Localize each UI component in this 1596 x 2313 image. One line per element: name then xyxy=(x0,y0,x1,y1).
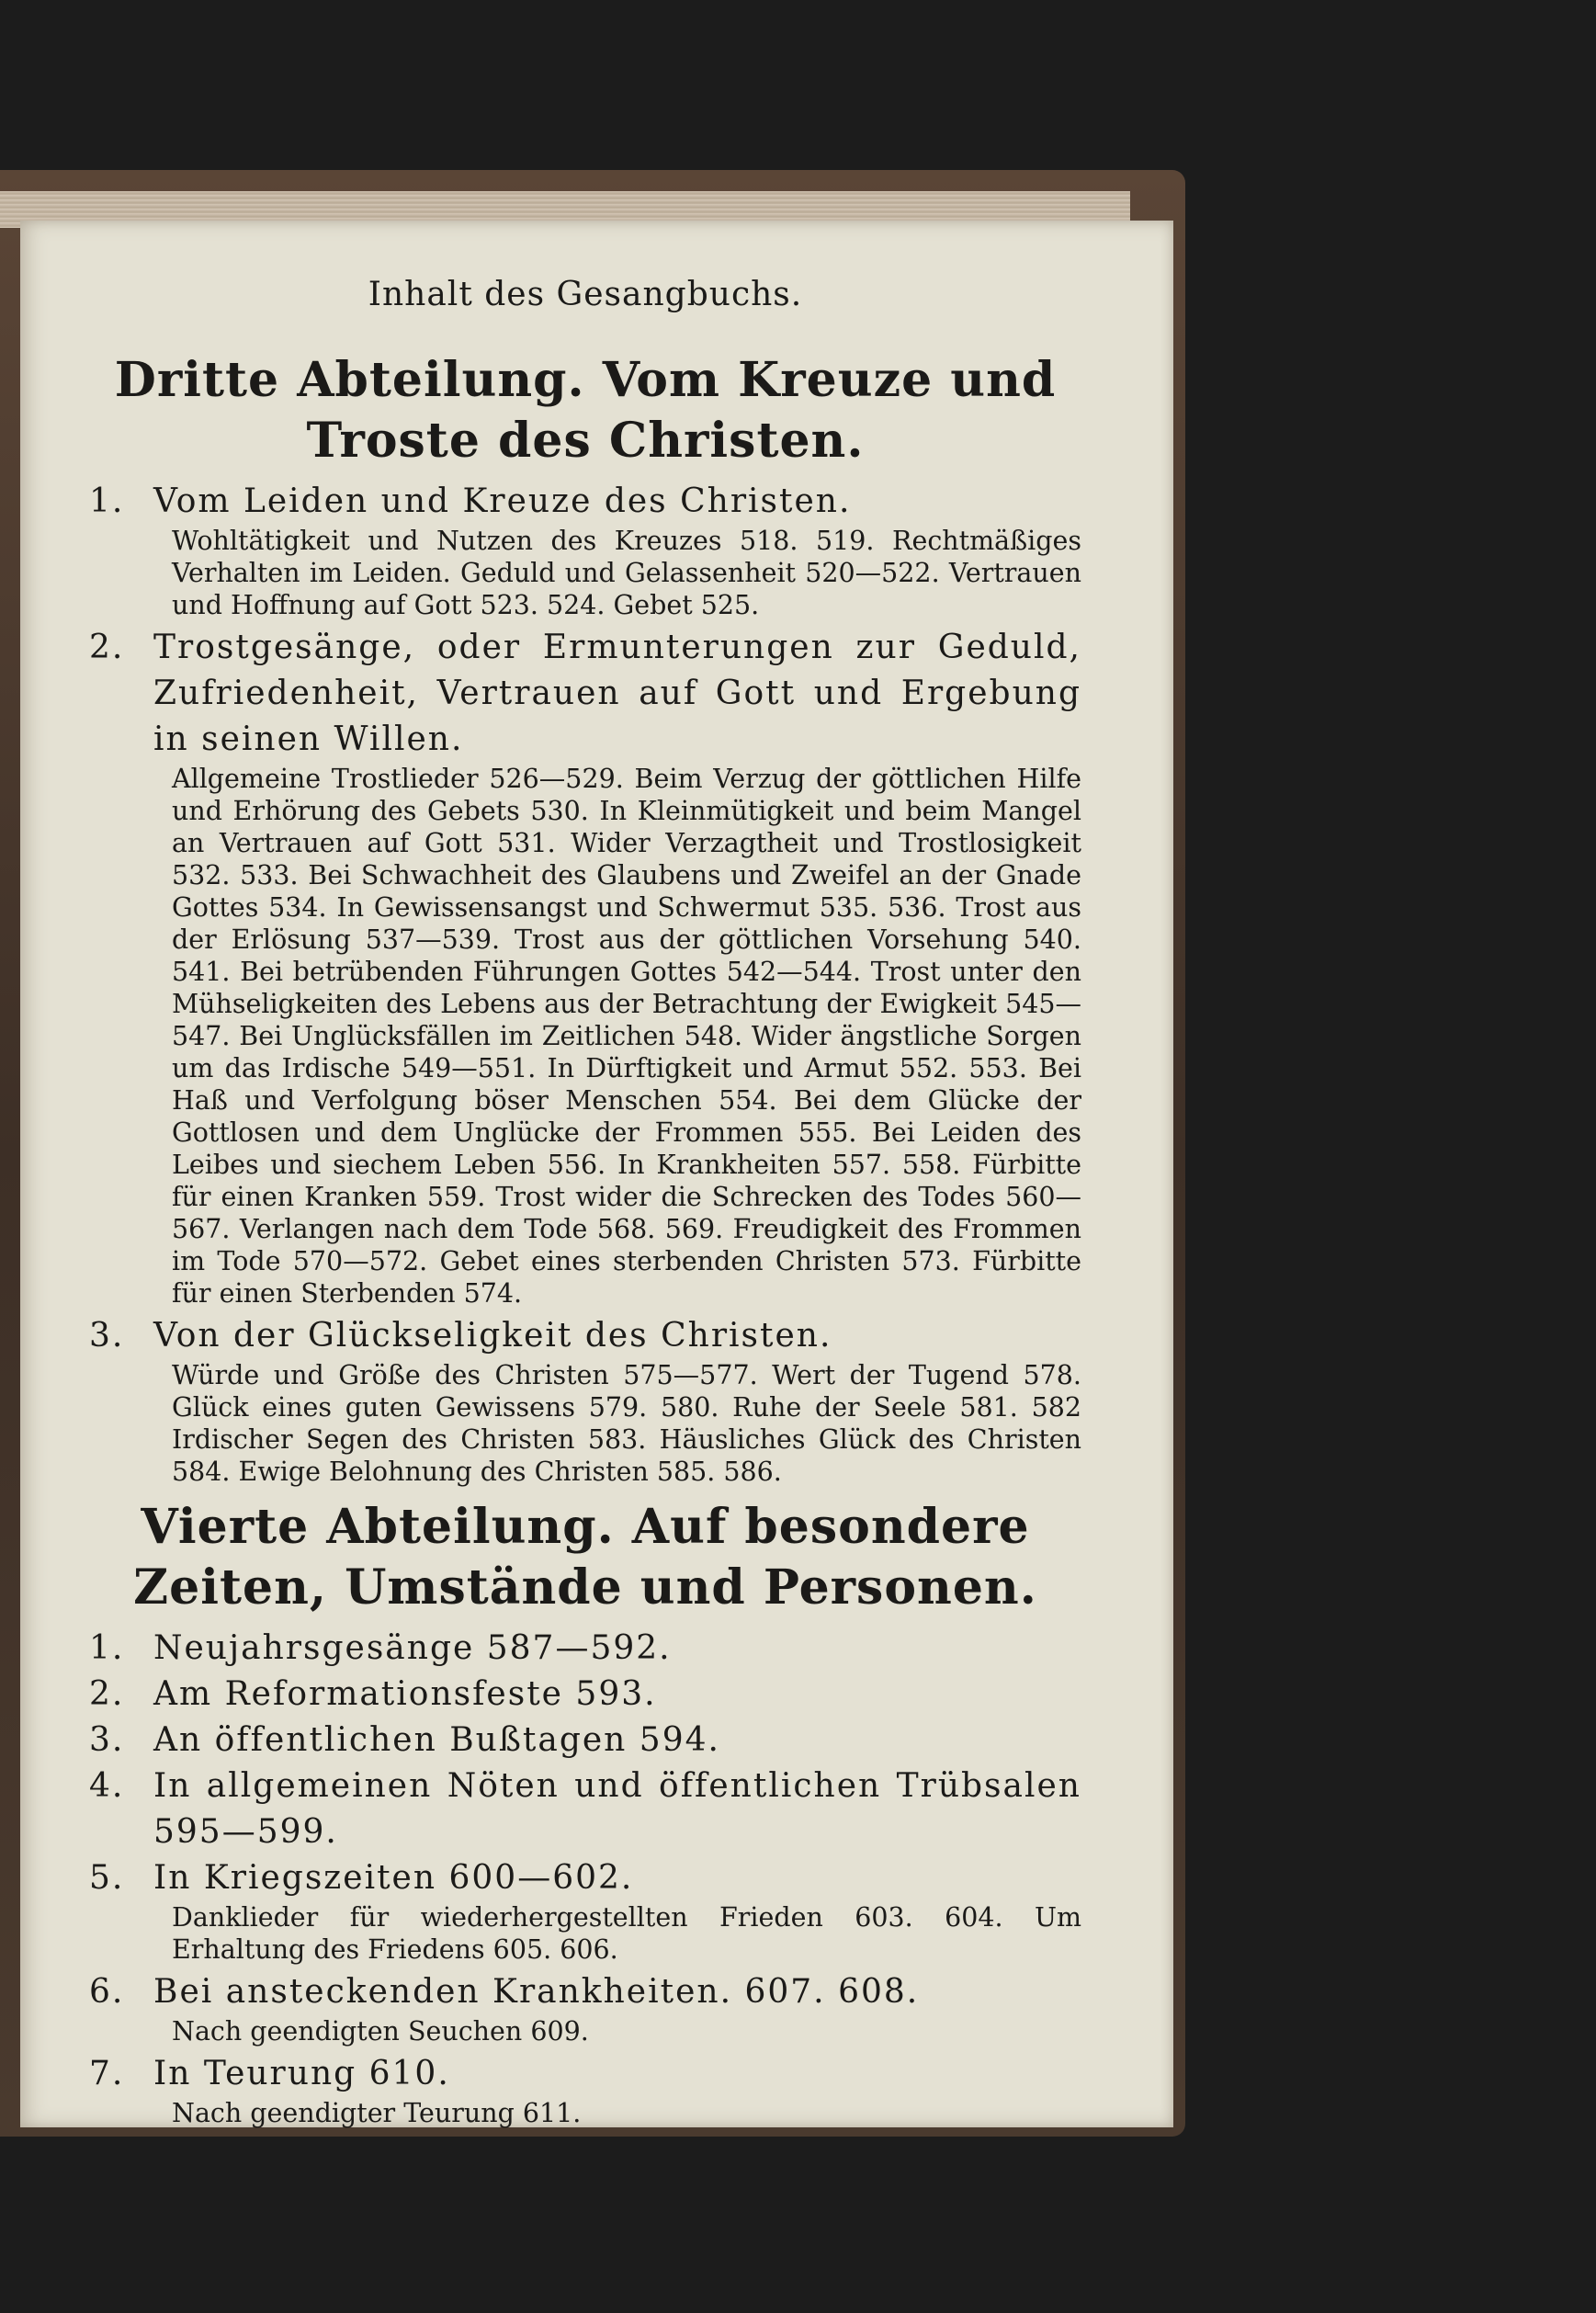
section-number: 1. xyxy=(89,1629,125,1667)
section-title: In allgemeinen Nöten und öffentlichen Trübsalen 595—599. xyxy=(153,1767,1081,1851)
book-page xyxy=(20,221,1173,2127)
page-content xyxy=(89,276,1081,2133)
section-number: 3. xyxy=(89,1721,125,1759)
part-title-dritte-abteilung: Dritte Abteilung. Vom Kreuze und Troste des Christen. xyxy=(114,352,1057,469)
section-title: An öffentlichen Bußtagen 594. xyxy=(153,1721,720,1759)
part-title-vierte-abteilung: Vierte Abteilung. Auf besondere Zeiten, Umstände und Personen. xyxy=(133,1499,1037,1616)
section xyxy=(89,1626,1081,1672)
section xyxy=(89,625,1081,1310)
section-title: Vom Leiden und Kreuze des Christen. xyxy=(153,482,852,520)
running-head: Inhalt des Gesangbuchs. xyxy=(368,276,803,313)
section-body: Danklieder für wiederhergestellten Frieden 603. 604. Um Erhaltung des Friedens 605. 606. xyxy=(172,1902,1081,1965)
section-body: Würde und Größe des Christen 575—577. Wert der Tugend 578. Glück eines guten Gewissens 579. 580. Ruhe der Seele 581. 582 Irdischer Segen des Christen 583. Häusliches Glück des Christen 584. Ewige Belohnung des Christen 585. 586. xyxy=(172,1360,1081,1487)
section-title: In Kriegszeiten 600—602. xyxy=(153,1859,634,1897)
section-title: In Teurung 610. xyxy=(153,2055,450,2092)
section-number: 1. xyxy=(89,482,125,520)
section-title: Am Reformationsfeste 593. xyxy=(153,1675,657,1713)
section xyxy=(89,2051,1081,2129)
section-title: Bei ansteckenden Krankheiten. 607. 608. xyxy=(153,1973,920,2011)
section xyxy=(89,1855,1081,1966)
section-number: 5. xyxy=(89,1859,125,1897)
section-number: 2. xyxy=(89,1675,125,1713)
section xyxy=(89,1969,1081,2047)
section xyxy=(89,1672,1081,1718)
section-number: 4. xyxy=(89,1767,125,1805)
section-number: 2. xyxy=(89,629,125,666)
section-number: 6. xyxy=(89,1973,125,2011)
section-title: Neujahrsgesänge 587—592. xyxy=(153,1629,672,1667)
section xyxy=(89,1718,1081,1763)
section xyxy=(89,1763,1081,1855)
section-title: Trostgesänge, oder Ermunterungen zur Geduld, Zufriedenheit, Vertrauen auf Gott und Ergebung in seinen Willen. xyxy=(153,629,1081,758)
section-number: 3. xyxy=(89,1317,125,1355)
section-body: Allgemeine Trostlieder 526—529. Beim Verzug der göttlichen Hilfe und Erhörung des Gebets 530. In Kleinmütigkeit und beim Mangel an Vertrauen auf Gott 531. Wider Verzagtheit und Trostlosigkeit 532. 533. Bei Schwachheit des Glaubens und Zweifel an der Gnade Gottes 534. In Gewissensangst und Schwermut 535. 536. Trost aus der Erlösung 537—539. Trost aus der göttlichen Vorsehung 540. 541. Bei betrübenden Führungen Gottes 542—544. Trost unter den Mühseligkeiten des Lebens aus der Betrachtung der Ewigkeit 545—547. Bei Unglücksfällen im Zeitlichen 548. Wider ängstliche Sorgen um das Irdische 549—551. In Dürftigkeit und Armut 552. 553. Bei Haß und Verfolgung böser Menschen 554. Bei dem Glücke der Gottlosen und dem Unglücke der Frommen 555. Bei Leiden des Leibes und siechem Leben 556. In Krankheiten 557. 558. Fürbitte für einen Kranken 559. Trost wider die Schrecken des Todes 560—567. Verlangen nach dem Tode 568. 569. Freudigkeit des Frommen im Tode 570—572. Gebet eines sterbenden Christen 573. Fürbitte für einen Sterbenden 574. xyxy=(172,764,1081,1309)
section-body: Nach geendigter Teurung 611. xyxy=(172,2098,582,2128)
section-body: Wohltätigkeit und Nutzen des Kreuzes 518. 519. Rechtmäßiges Verhalten im Leiden. Geduld und Gelassenheit 520—522. Vertrauen und Hoffnung auf Gott 523. 524. Gebet 525. xyxy=(172,526,1081,620)
section xyxy=(89,1313,1081,1488)
section xyxy=(89,479,1081,621)
section-number: 7. xyxy=(89,2055,125,2092)
section-title: Von der Glückseligkeit des Christen. xyxy=(153,1317,832,1355)
section-body: Nach geendigten Seuchen 609. xyxy=(172,2016,589,2047)
